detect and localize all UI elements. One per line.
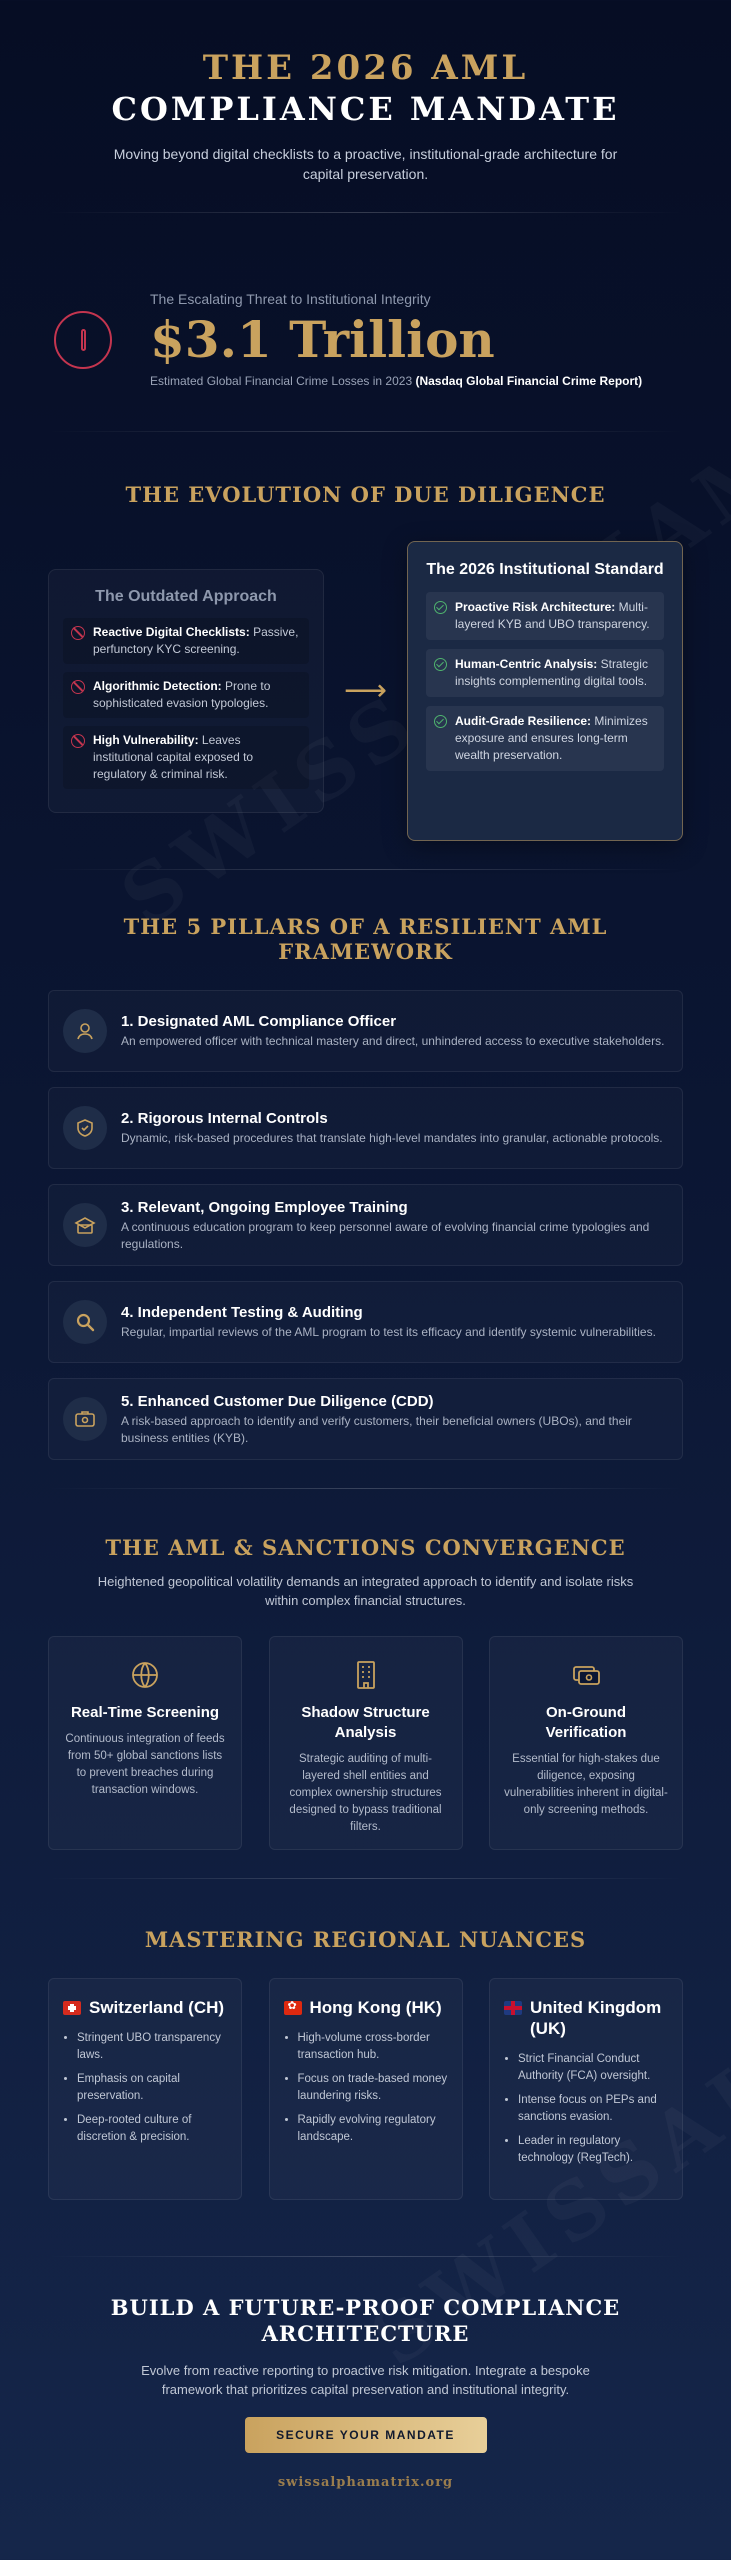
hero [48,0,683,184]
outdated-item: High Vulnerability: Leaves institutional capital exposed to regulatory & criminal risk. [63,726,309,789]
divider [48,212,683,213]
divider [48,869,683,870]
region-title: United Kingdom (UK) [530,1998,662,2038]
pillar-text: A continuous education program to keep personnel aware of evolving financial crime typologies and regulations. [121,1219,650,1251]
building-icon [284,1657,448,1693]
convergence-card-text: Essential for high-stakes due diligence, exposing vulnerabilities inherent in digital-only screening methods. [504,1753,668,1816]
cta-section [48,2285,683,2490]
outdated-approach-title: The Outdated Approach [95,588,277,605]
region-item: • Focus on trade-based money laundering risks. [298,2071,448,2105]
region-title: Switzerland (CH) [89,1998,225,2017]
convergence-card-text: Continuous integration of feeds from 50+ global sanctions lists to prevent breaches during transaction windows. [65,1733,225,1796]
pillar-text: Regular, impartial reviews of the AML program to test its efficacy and identify systemic vulnerabilities. [121,1325,656,1339]
pillar-card [48,1087,683,1169]
stat-source: (Nasdaq Global Financial Crime Report) [415,373,643,388]
region-item: • High-volume cross-border transaction hub. [298,2030,448,2064]
hero-subtitle: Moving beyond digital checklists to a proactive, institutional-grade architecture for capital preservation. [113,146,618,182]
pillar-title: 5. Enhanced Customer Due Diligence (CDD) [121,1392,434,1410]
globe-icon [63,1657,227,1693]
user-icon [63,1009,107,1053]
pillar-title: 3. Relevant, Ongoing Employee Training [121,1198,408,1216]
convergence-card [269,1636,463,1850]
convergence-card-title: Real-Time Screening [70,1704,220,1721]
shield-check-icon [63,1106,107,1150]
region-item: • Deep-rooted culture of discretion & precision. [77,2112,227,2146]
stat-note: Estimated Global Financial Crime Losses in 2023 (Nasdaq Global Financial Crime Report) [150,373,643,388]
convergence-card-title: Shadow Structure Analysis [301,1704,430,1741]
cta-text: Evolve from reactive reporting to proactive risk mitigation. Integrate a bespoke framework that prioritizes capital preservation and institutional integrity. [141,2363,590,2397]
region-item: • Rapidly evolving regulatory landscape. [298,2112,448,2146]
outdated-approach-card [48,569,324,813]
standard-item: Proactive Risk Architecture: Multi-layered KYB and UBO transparency. [426,592,664,640]
convergence-lead: Heightened geopolitical volatility demands an integrated approach to identify and isolate risks within complex financial structures. [97,1574,634,1608]
divider [48,431,683,432]
pillar-title: 1. Designated AML Compliance Officer [121,1013,397,1030]
site-link[interactable]: swissalphamatrix.org [277,2475,454,2490]
swiss-flag-icon [63,2001,81,2015]
pillar-text: Dynamic, risk-based procedures that translate high-level mandates into granular, actionable protocols. [121,1131,663,1145]
pillar-text: A risk-based approach to identify and verify customers, their beneficial owners (UBOs), and their business entities (KYB). [121,1413,632,1445]
standard-item: Audit-Grade Resilience: Minimizes exposure and ensures long-term wealth preservation. [426,706,664,771]
divider [48,1878,683,1879]
pillars-title: THE 5 PILLARS OF A RESILIENT AML FRAMEWORK [123,914,608,964]
arrow-right-icon: ⟶ [344,674,388,707]
alert-icon [54,311,112,369]
uk-flag-icon [504,2001,522,2015]
pillar-card [48,990,683,1072]
stat-block [48,241,683,431]
cta-title: BUILD A FUTURE-PROOF COMPLIANCE ARCHITECTURE [110,2295,621,2346]
standard-item: Human-Centric Analysis: Strategic insights complementing digital tools. [426,649,664,697]
outdated-item: Reactive Digital Checklists: Passive, perfunctory KYC screening. [63,618,309,664]
region-card [489,1978,683,2200]
pillar-card [48,1281,683,1363]
evolution-section [48,460,683,841]
search-icon [63,1300,107,1344]
evolution-title: THE EVOLUTION OF DUE DILIGENCE [125,482,606,507]
divider [48,2256,683,2257]
region-item: • Strict Financial Conduct Authority (FCA) oversight. [518,2051,668,2085]
ban-icon [71,734,85,748]
region-title: Hong Kong (HK) [309,1998,442,2017]
outdated-item: Algorithmic Detection: Prone to sophisticated evasion typologies. [63,672,309,718]
training-icon [63,1203,107,1247]
institutional-standard-card [407,541,683,841]
region-card [269,1978,463,2200]
ban-icon [71,680,85,694]
convergence-section [48,1517,683,1850]
pillar-title: 2. Rigorous Internal Controls [121,1110,328,1127]
pillar-card [48,1378,683,1460]
hong-kong-flag-icon [284,2001,302,2015]
wallet-icon [504,1657,668,1693]
regions-title: MASTERING REGIONAL NUANCES [144,1927,587,1952]
convergence-card [48,1636,242,1850]
region-card [48,1978,242,2200]
hero-title-line1: THE 2026 AML [202,48,529,88]
convergence-card [489,1636,683,1850]
region-item: • Emphasis on capital preservation. [77,2071,227,2105]
convergence-title: THE AML & SANCTIONS CONVERGENCE [105,1535,626,1560]
check-circle-icon [434,715,447,728]
region-item: • Intense focus on PEPs and sanctions evasion. [518,2092,668,2126]
secure-mandate-button[interactable]: SECURE YOUR MANDATE [245,2417,487,2453]
convergence-card-title: On-Ground Verification [545,1704,627,1741]
hero-title-line2: COMPLIANCE MANDATE [111,90,620,128]
region-item: • Stringent UBO transparency laws. [77,2030,227,2064]
id-card-icon [63,1397,107,1441]
stat-label: The Escalating Threat to Institutional Integrity [150,290,431,307]
check-circle-icon [434,658,447,671]
pillars-section [48,898,683,1460]
stat-value: $3.1 Trillion [150,309,495,369]
divider [48,1488,683,1489]
institutional-standard-title: The 2026 Institutional Standard [426,561,664,578]
ban-icon [71,626,85,640]
pillar-title: 4. Independent Testing & Auditing [121,1304,363,1321]
regions-section [48,1907,683,2200]
convergence-card-text: Strategic auditing of multi-layered shell entities and complex ownership structures designed to bypass traditional filters. [289,1753,442,1833]
region-item: • Leader in regulatory technology (RegTech). [518,2133,668,2167]
pillar-text: An empowered officer with technical mastery and direct, unhindered access to executive stakeholders. [121,1034,665,1048]
check-circle-icon [434,601,447,614]
pillar-card [48,1184,683,1266]
